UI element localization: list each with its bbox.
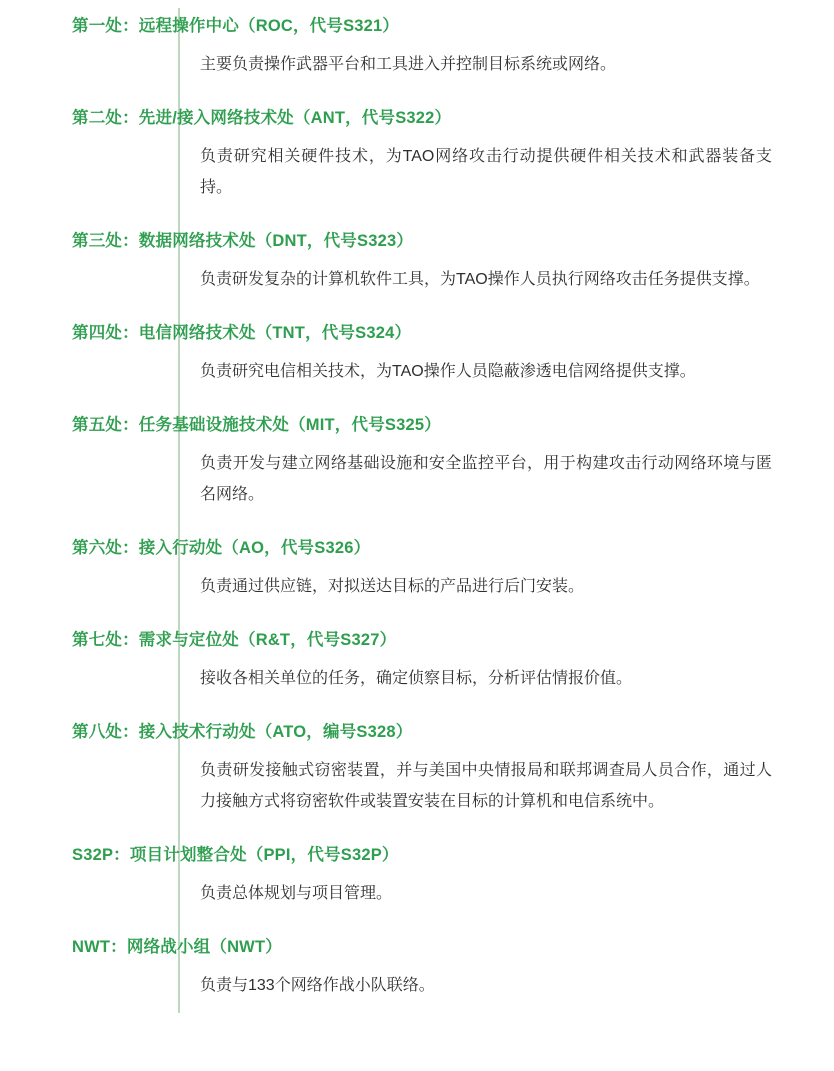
entry-description: 负责与133个网络作战小队联络。 xyxy=(200,976,435,994)
list-item xyxy=(40,843,794,909)
entry-heading: 第七处：需求与定位处（R&T，代号S327） xyxy=(72,631,397,649)
entry-description: 主要负责操作武器平台和工具进入并控制目标系统或网络。 xyxy=(200,55,617,73)
entry-heading: NWT：网络战小组（NWT） xyxy=(72,938,282,956)
entry-description: 负责研发复杂的计算机软件工具，为TAO操作人员执行网络攻击任务提供支撑。 xyxy=(200,270,760,288)
entry-description: 接收各相关单位的任务，确定侦察目标，分析评估情报价值。 xyxy=(200,669,633,687)
entry-description: 负责开发与建立网络基础设施和安全监控平台，用于构建攻击行动网络环境与匿名网络。 xyxy=(200,454,772,503)
list-item xyxy=(40,413,794,510)
list-item xyxy=(40,14,794,80)
list-item xyxy=(40,229,794,295)
entry-heading: 第二处：先进/接入网络技术处（ANT，代号S322） xyxy=(72,108,452,127)
list-item xyxy=(40,106,794,203)
entry-description: 负责研究电信相关技术，为TAO操作人员隐蔽渗透电信网络提供支撑。 xyxy=(200,362,696,380)
entry-heading: 第八处：接入技术行动处（ATO，编号S328） xyxy=(72,722,413,741)
entry-description: 负责研究相关硬件技术，为TAO网络攻击行动提供硬件相关技术和武器装备支持。 xyxy=(200,147,772,196)
list-item xyxy=(40,628,794,694)
entry-description: 负责通过供应链，对拟送达目标的产品进行后门安装。 xyxy=(200,577,585,595)
entry-heading: 第三处：数据网络技术处（DNT，代号S323） xyxy=(72,232,414,251)
entry-heading: S32P：项目计划整合处（PPI，代号S32P） xyxy=(72,846,399,865)
entry-heading: 第五处：任务基础设施技术处（MIT，代号S325） xyxy=(72,415,441,434)
entry-heading: 第四处：电信网络技术处（TNT，代号S324） xyxy=(72,324,412,342)
entry-heading: 第一处：远程操作中心（ROC，代号S321） xyxy=(72,17,400,35)
entry-description: 负责总体规划与项目管理。 xyxy=(200,884,393,902)
list-item xyxy=(40,720,794,817)
list-item xyxy=(40,935,794,1001)
entry-description: 负责研发接触式窃密装置，并与美国中央情报局和联邦调查局人员合作，通过人力接触方式将窃密软件或装置安装在目标的计算机和电信系统中。 xyxy=(200,761,772,810)
list-item xyxy=(40,536,794,602)
entry-heading: 第六处：接入行动处（AO，代号S326） xyxy=(72,539,371,558)
list-item xyxy=(40,321,794,387)
